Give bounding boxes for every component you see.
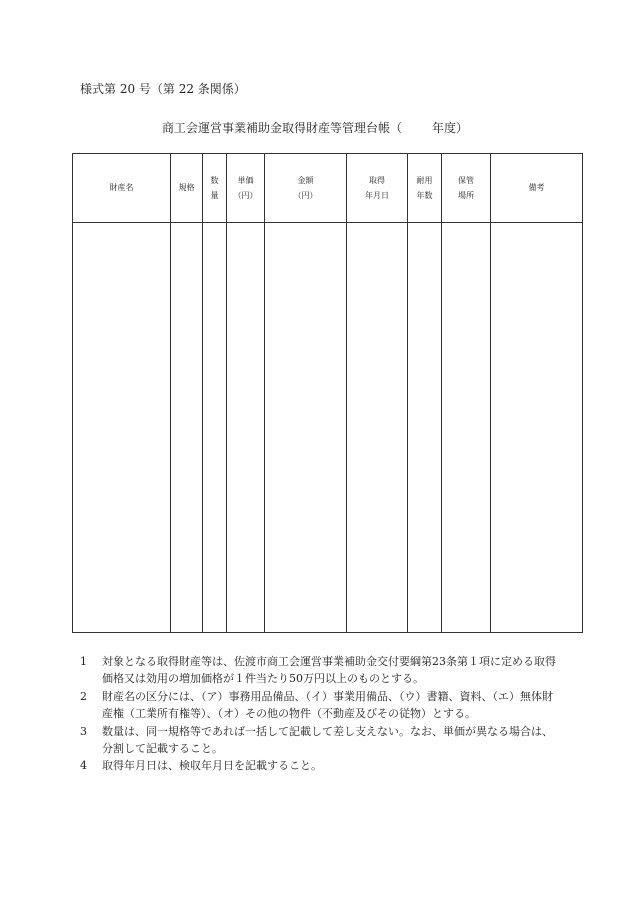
cell-acquisition-date[interactable] xyxy=(347,223,408,633)
cell-asset-name[interactable] xyxy=(73,223,171,633)
header-unit-price: 単価 （円） xyxy=(227,154,265,223)
note-number: 2 xyxy=(80,689,87,703)
asset-ledger-table xyxy=(72,153,583,633)
header-useful-life: 耐用 年数 xyxy=(408,154,442,223)
header-spec: 規格 xyxy=(171,154,203,223)
cell-remarks[interactable] xyxy=(491,223,583,633)
note-number: 4 xyxy=(80,759,87,773)
note-text: 数量は、同一規格等であれば一括して記載して差し支えない。なお、単価が異なる場合は、分割して記載すること。 xyxy=(102,724,553,755)
header-storage-location: 保管 場所 xyxy=(442,154,491,223)
table-header-row xyxy=(73,154,583,223)
cell-quantity[interactable] xyxy=(203,223,227,633)
cell-spec[interactable] xyxy=(171,223,203,633)
cell-useful-life[interactable] xyxy=(408,223,442,633)
note-item xyxy=(80,723,560,758)
header-asset-name: 財産名 xyxy=(73,154,171,223)
header-quantity: 数 量 xyxy=(203,154,227,223)
header-acquisition-date: 取得 年月日 xyxy=(347,154,408,223)
note-item xyxy=(80,653,560,688)
note-text: 対象となる取得財産等は、佐渡市商工会運営事業補助金交付要綱第23条第１項に定める取得価格又は効用の増加価格が１件当たり50万円以上のものとする。 xyxy=(102,655,556,686)
note-item xyxy=(80,757,560,774)
form-number: 様式第 20 号（第 22 条関係） xyxy=(80,82,246,96)
header-amount: 金額 （円） xyxy=(265,154,347,223)
note-item xyxy=(80,688,560,723)
note-text: 取得年月日は、検収年月日を記載すること。 xyxy=(102,759,322,773)
cell-amount[interactable] xyxy=(265,223,347,633)
table-row xyxy=(73,223,583,633)
cell-unit-price[interactable] xyxy=(227,223,265,633)
page-title xyxy=(0,119,630,136)
title-main: 商工会運営事業補助金取得財産等管理台帳（ xyxy=(161,121,402,135)
note-text: 財産名の区分には、（ア）事務用品備品、（イ）事業用備品、（ウ）書籍、資料、（エ）無体財産権（工業所有権等）、（オ）その他の物件（不動産及びその従物）とする。 xyxy=(102,689,553,721)
cell-storage-location[interactable] xyxy=(442,223,491,633)
note-number: 3 xyxy=(80,724,87,738)
note-number: 1 xyxy=(80,655,87,668)
title-suffix: 年度） xyxy=(432,121,469,135)
header-remarks: 備考 xyxy=(491,154,583,223)
notes-section xyxy=(80,653,560,775)
